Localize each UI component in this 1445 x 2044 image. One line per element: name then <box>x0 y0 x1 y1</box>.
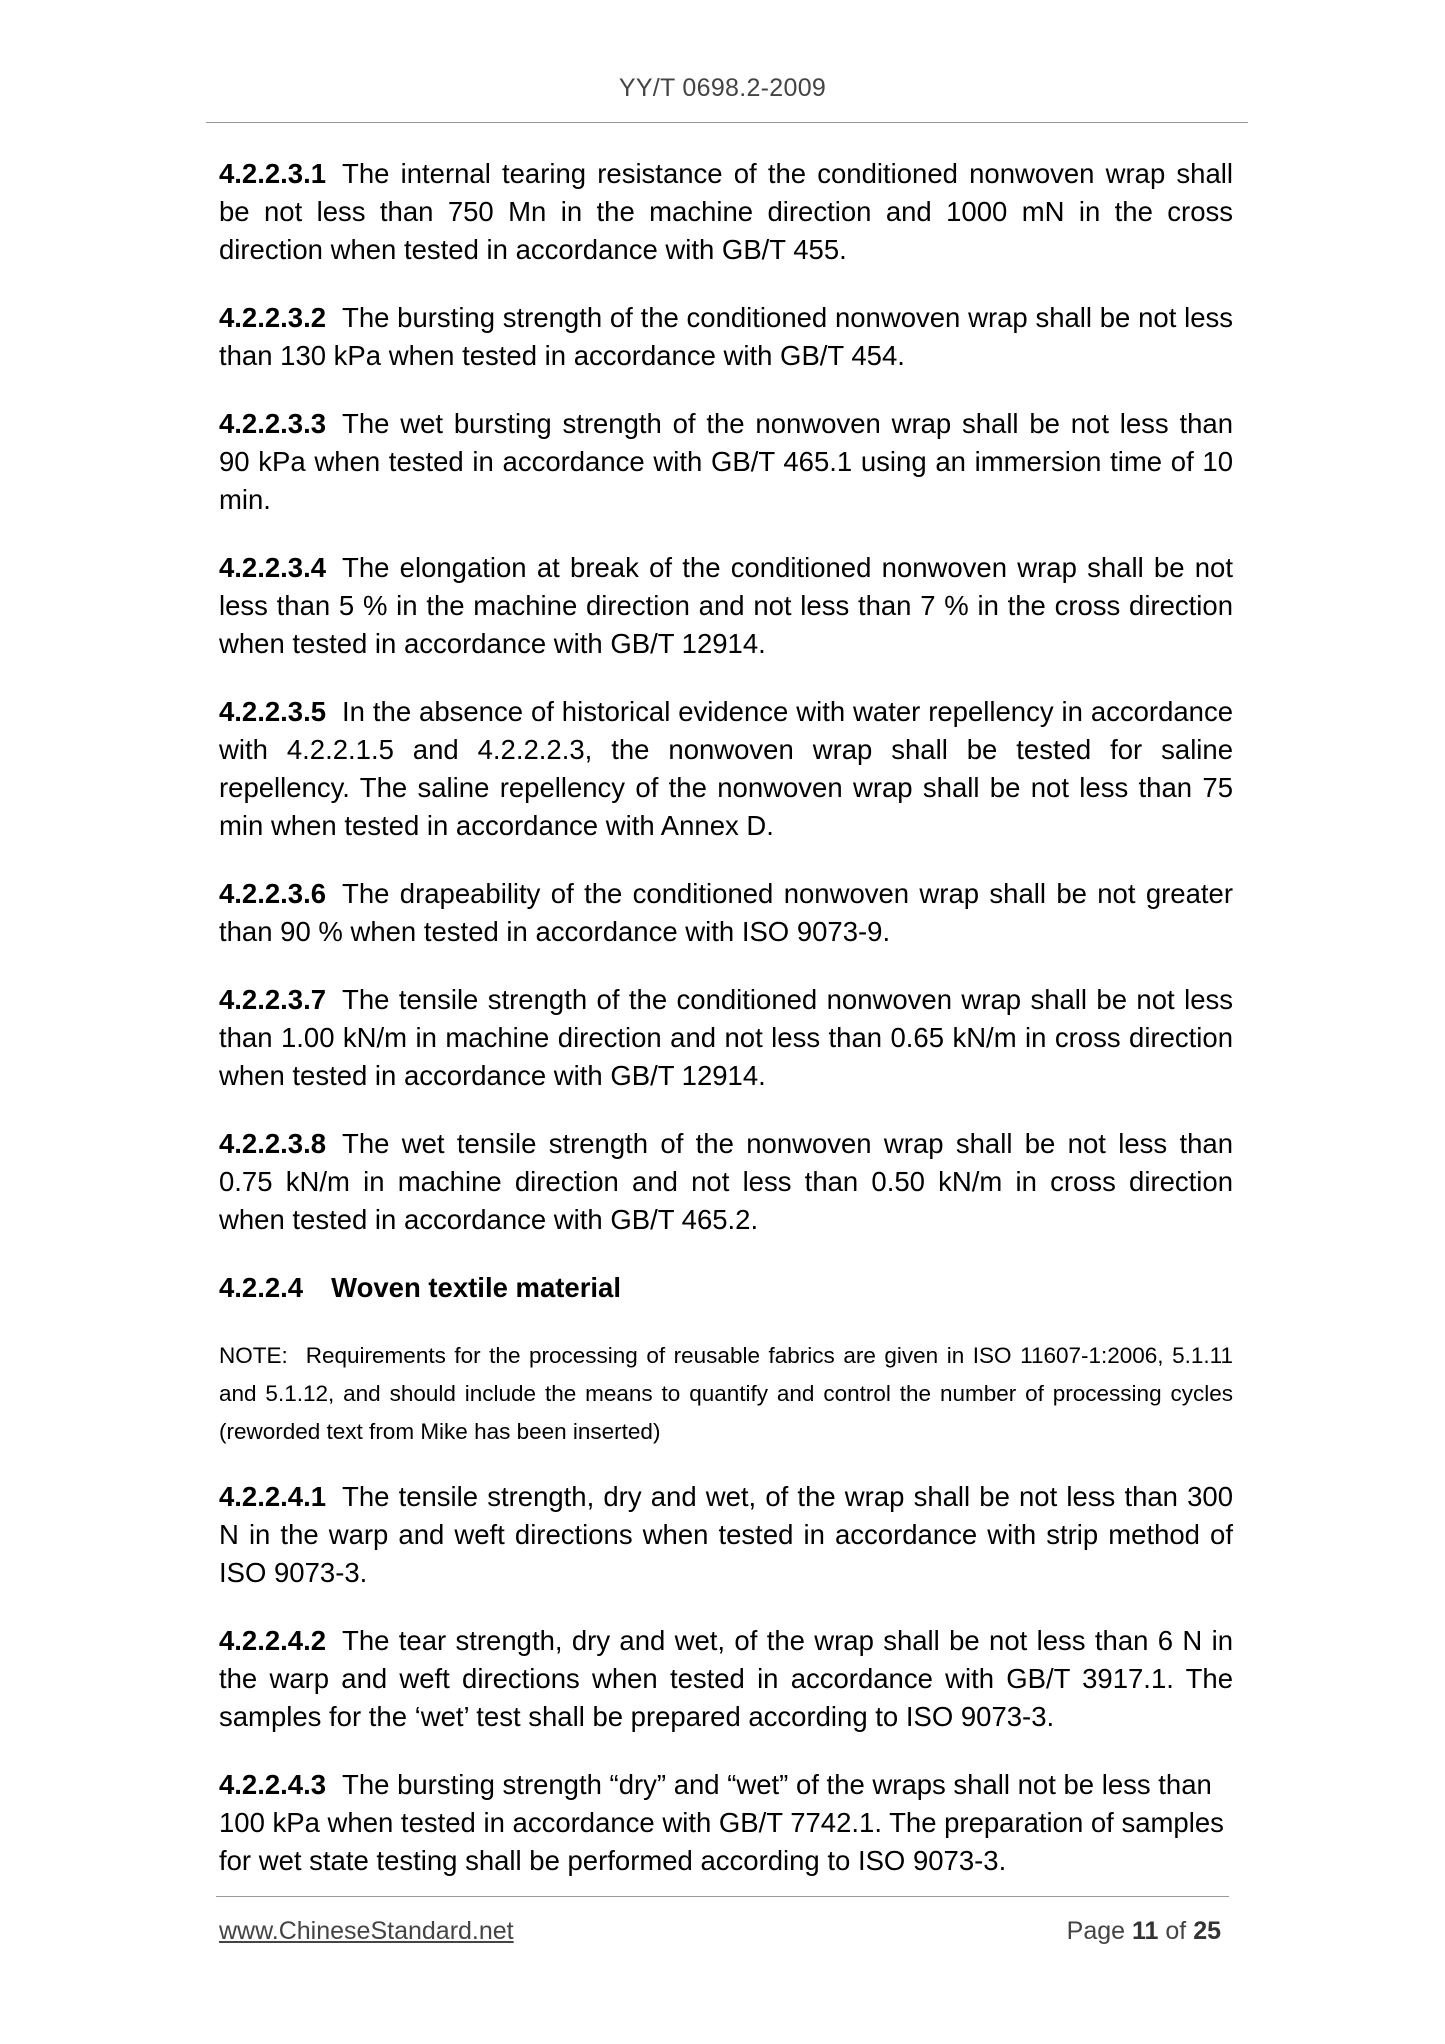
page-indicator <box>1067 1917 1221 1946</box>
website-link[interactable]: www.ChineseStandard.net <box>219 1917 514 1945</box>
clause-text: The internal tearing resistance of the conditioned nonwoven wrap shall be not less than 750 Mn in the machine direction and 1000 mN in the cross direction when tested in accordance with GB/T 455. <box>219 158 1233 265</box>
note-text: Requirements for the processing of reusable fabrics are given in ISO 11607-1:2006, 5.1.11 and 5.1.12, and should include the means to quantify and control the number of processing cycles (reworded text from Mike has been inserted) <box>219 1343 1233 1444</box>
clause-text: The tensile strength of the conditioned nonwoven wrap shall be not less than 1.00 kN/m in machine direction and not less than 0.65 kN/m in cross direction when tested in accordance with GB/T 12914. <box>219 984 1233 1091</box>
clause-4-2-2-3-6 <box>219 875 1233 951</box>
clause-number: 4.2.2.4.3 <box>219 1769 327 1800</box>
clause-text: The bursting strength of the conditioned nonwoven wrap shall be not less than 130 kPa when tested in accordance with GB/T 454. <box>219 302 1233 371</box>
note <box>219 1337 1233 1451</box>
document-id-header: YY/T 0698.2-2009 <box>618 74 827 102</box>
clause-4-2-2-4-3 <box>219 1766 1233 1880</box>
page-total: 25 <box>1193 1917 1221 1945</box>
clause-text: The drapeability of the conditioned nonwoven wrap shall be not greater than 90 % when tested in accordance with ISO 9073-9. <box>219 878 1233 947</box>
clause-number: 4.2.2.3.2 <box>219 302 327 333</box>
header-divider <box>206 122 1248 123</box>
section-title: Woven textile material <box>331 1272 621 1303</box>
clause-4-2-2-3-7 <box>219 981 1233 1095</box>
clause-text: The tensile strength, dry and wet, of the wrap shall be not less than 300 N in the warp and weft directions when tested in accordance with strip method of ISO 9073-3. <box>219 1481 1233 1588</box>
clause-number: 4.2.2.3.7 <box>219 984 327 1015</box>
clause-4-2-2-3-8 <box>219 1125 1233 1239</box>
page-current: 11 <box>1131 1917 1159 1945</box>
clause-number: 4.2.2.4.1 <box>219 1481 327 1512</box>
page-body <box>219 155 1233 1910</box>
clause-text: The wet bursting strength of the nonwoven wrap shall be not less than 90 kPa when tested in accordance with GB/T 465.1 using an immersion time of 10 min. <box>219 408 1233 515</box>
clause-4-2-2-3-2 <box>219 299 1233 375</box>
clause-text: The wet tensile strength of the nonwoven wrap shall be not less than 0.75 kN/m in machine direction and not less than 0.50 kN/m in cross direction when tested in accordance with GB/T 465.2. <box>219 1128 1233 1235</box>
page-of: of <box>1165 1917 1187 1945</box>
clause-number: 4.2.2.3.4 <box>219 552 327 583</box>
section-number: 4.2.2.4 <box>219 1272 304 1303</box>
clause-number: 4.2.2.3.8 <box>219 1128 327 1159</box>
clause-4-2-2-3-1 <box>219 155 1233 269</box>
page-word: Page <box>1066 1917 1126 1945</box>
footer-divider <box>216 1896 1229 1897</box>
clause-number: 4.2.2.3.1 <box>219 158 327 189</box>
clause-number: 4.2.2.3.3 <box>219 408 327 439</box>
clause-text: The tear strength, dry and wet, of the wrap shall be not less than 6 N in the warp and weft directions when tested in accordance with GB/T 3917.1. The samples for the ‘wet’ test shall be prepared according to ISO 9073-3. <box>219 1625 1233 1732</box>
clause-text: The elongation at break of the conditioned nonwoven wrap shall be not less than 5 % in the machine direction and not less than 7 % in the cross direction when tested in accordance with GB/T 12914. <box>219 552 1233 659</box>
clause-number: 4.2.2.3.5 <box>219 696 327 727</box>
note-label: NOTE: <box>219 1343 288 1368</box>
clause-4-2-2-3-5 <box>219 693 1233 845</box>
clause-4-2-2-3-3 <box>219 405 1233 519</box>
clause-4-2-2-4-2 <box>219 1622 1233 1736</box>
clause-text: The bursting strength “dry” and “wet” of the wraps shall not be less than 100 kPa when tested in accordance with GB/T 7742.1. The preparation of samples for wet state testing shall be performed according to ISO 9073-3. <box>219 1769 1224 1876</box>
section-heading <box>219 1269 1233 1307</box>
clause-4-2-2-4-1 <box>219 1478 1233 1592</box>
clause-4-2-2-3-4 <box>219 549 1233 663</box>
clause-number: 4.2.2.4.2 <box>219 1625 327 1656</box>
clause-number: 4.2.2.3.6 <box>219 878 327 909</box>
clause-text: In the absence of historical evidence with water repellency in accordance with 4.2.2.1.5 and 4.2.2.2.3, the nonwoven wrap shall be tested for saline repellency. The saline repellency of the nonwoven wrap shall be not less than 75 min when tested in accordance with Annex D. <box>219 696 1233 841</box>
